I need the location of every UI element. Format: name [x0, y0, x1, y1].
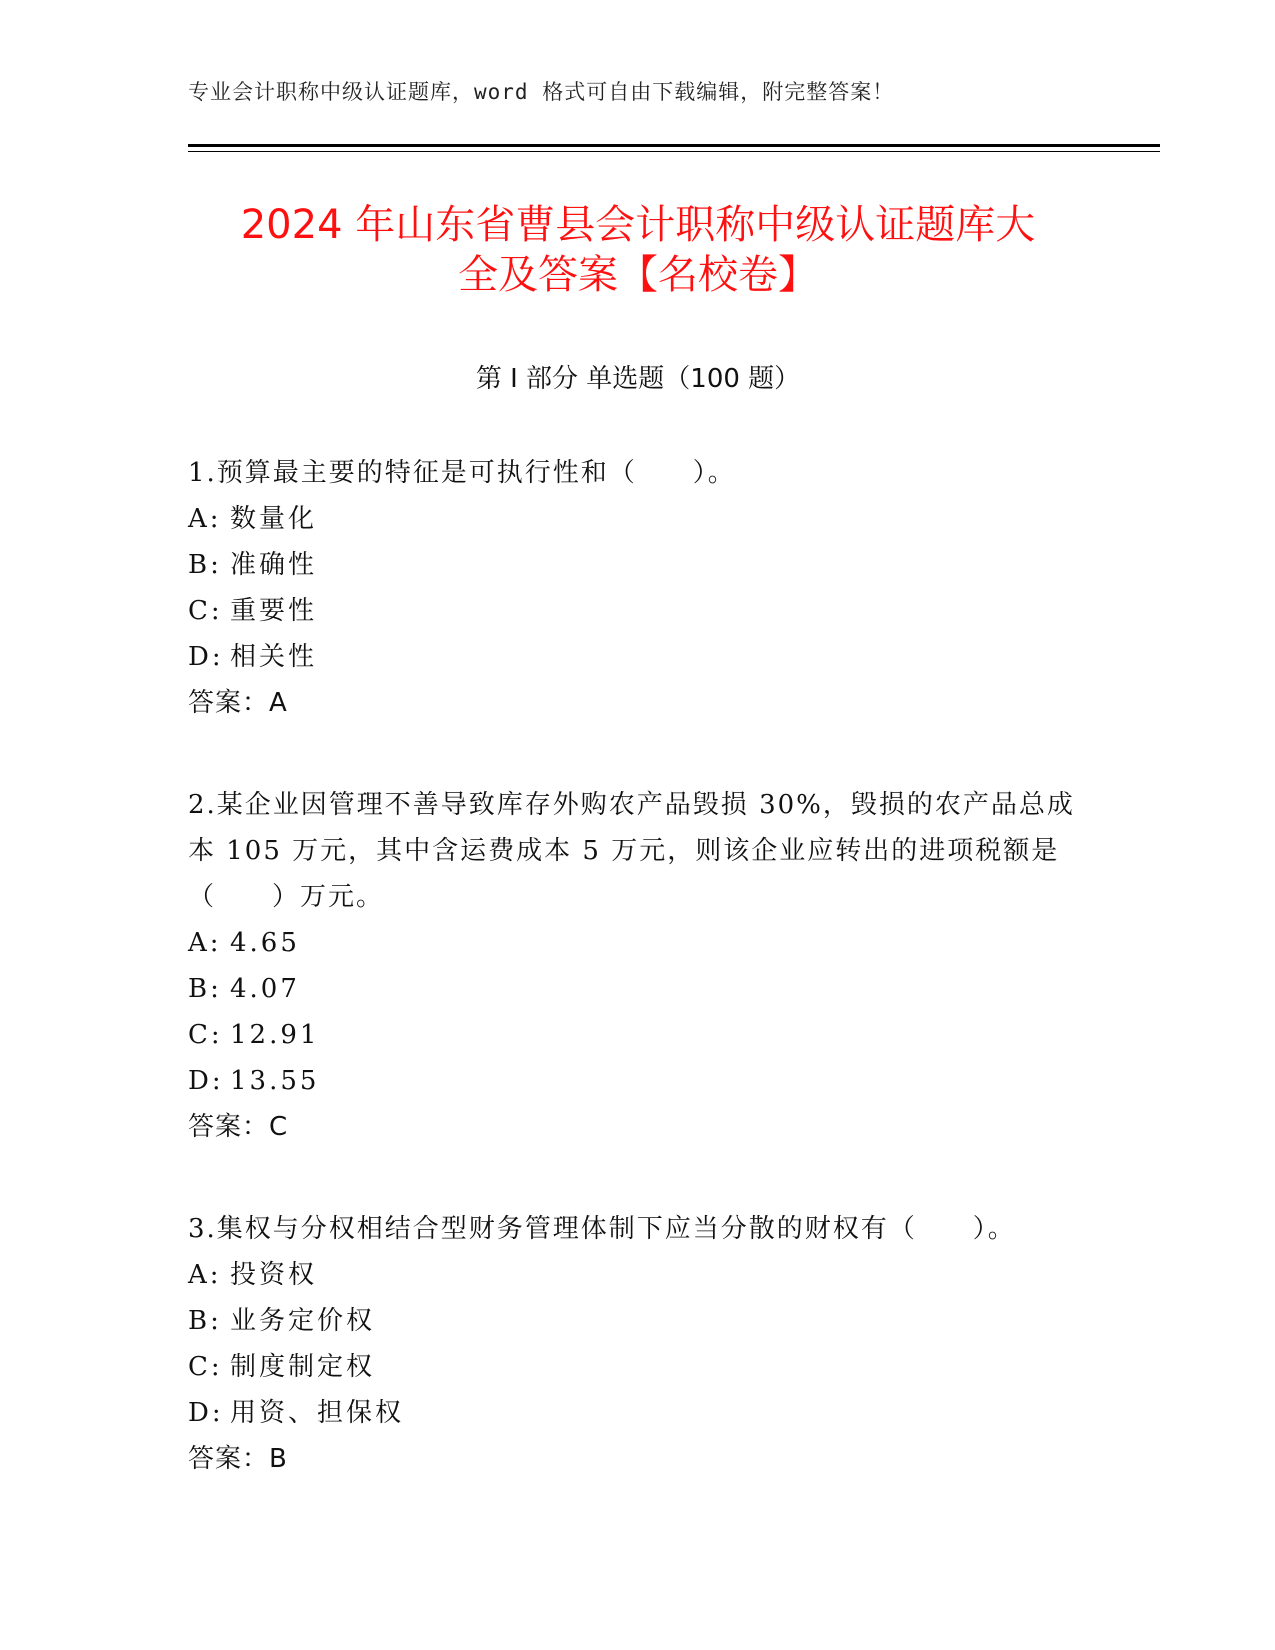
option-letter: A: — [188, 1260, 222, 1290]
option-letter: C: — [188, 1020, 223, 1050]
option-b — [188, 1298, 1088, 1344]
option-text: 相关性 — [230, 642, 318, 672]
option-text: 制度制定权 — [230, 1352, 376, 1382]
answer-line: 答案：C — [188, 1112, 289, 1142]
option-text: 13.55 — [230, 1066, 320, 1096]
option-b — [188, 966, 1088, 1012]
option-text: 12.91 — [230, 1020, 320, 1050]
option-d — [188, 1390, 1088, 1436]
question-text: 2.某企业因管理不善导致库存外购农产品毁损 30%，毁损的农产品总成本 105 万元，其中含运费成本 5 万元，则该企业应转出的进项税额是（ ）万元。 — [188, 790, 1075, 912]
option-letter: A: — [188, 928, 222, 958]
option-c — [188, 588, 1088, 634]
title-line-1: 2024 年山东省曹县会计职称中级认证题库大 — [240, 202, 1036, 248]
option-c — [188, 1344, 1088, 1390]
option-text: 准确性 — [230, 550, 318, 580]
title-line-2: 全及答案【名校卷】 — [458, 252, 818, 298]
option-text: 4.65 — [230, 928, 300, 958]
option-a — [188, 920, 1088, 966]
option-letter: D: — [188, 642, 224, 672]
option-text: 用资、担保权 — [230, 1398, 405, 1428]
option-text: 重要性 — [230, 596, 318, 626]
option-letter: B: — [188, 974, 222, 1004]
answer-line: 答案：B — [188, 1444, 288, 1474]
document-title — [188, 200, 1088, 300]
option-d — [188, 1058, 1088, 1104]
answer-line: 答案：A — [188, 688, 288, 718]
option-letter: C: — [188, 1352, 223, 1382]
option-letter: D: — [188, 1398, 224, 1428]
option-c — [188, 1012, 1088, 1058]
option-a — [188, 496, 1088, 542]
option-letter: B: — [188, 550, 222, 580]
question-1 — [188, 450, 1088, 726]
option-text: 投资权 — [230, 1260, 318, 1290]
question-3 — [188, 1206, 1088, 1482]
option-letter: C: — [188, 596, 223, 626]
option-text: 业务定价权 — [230, 1306, 376, 1336]
question-list — [188, 450, 1088, 1538]
header-rule-thick — [188, 144, 1160, 147]
question-text: 1.预算最主要的特征是可执行性和（ ）。 — [188, 458, 736, 488]
option-letter: A: — [188, 504, 222, 534]
header-rule-thin — [188, 151, 1160, 152]
option-letter: D: — [188, 1066, 224, 1096]
option-d — [188, 634, 1088, 680]
option-letter: B: — [188, 1306, 222, 1336]
question-2 — [188, 782, 1088, 1150]
option-text: 数量化 — [230, 504, 318, 534]
option-b — [188, 542, 1088, 588]
section-title: 第 I 部分 单选题（100 题） — [475, 364, 801, 394]
question-text: 3.集权与分权相结合型财务管理体制下应当分散的财权有（ ）。 — [188, 1214, 1016, 1244]
option-a — [188, 1252, 1088, 1298]
header-note: 专业会计职称中级认证题库，word 格式可自由下载编辑，附完整答案！ — [188, 80, 895, 104]
option-text: 4.07 — [230, 974, 300, 1004]
